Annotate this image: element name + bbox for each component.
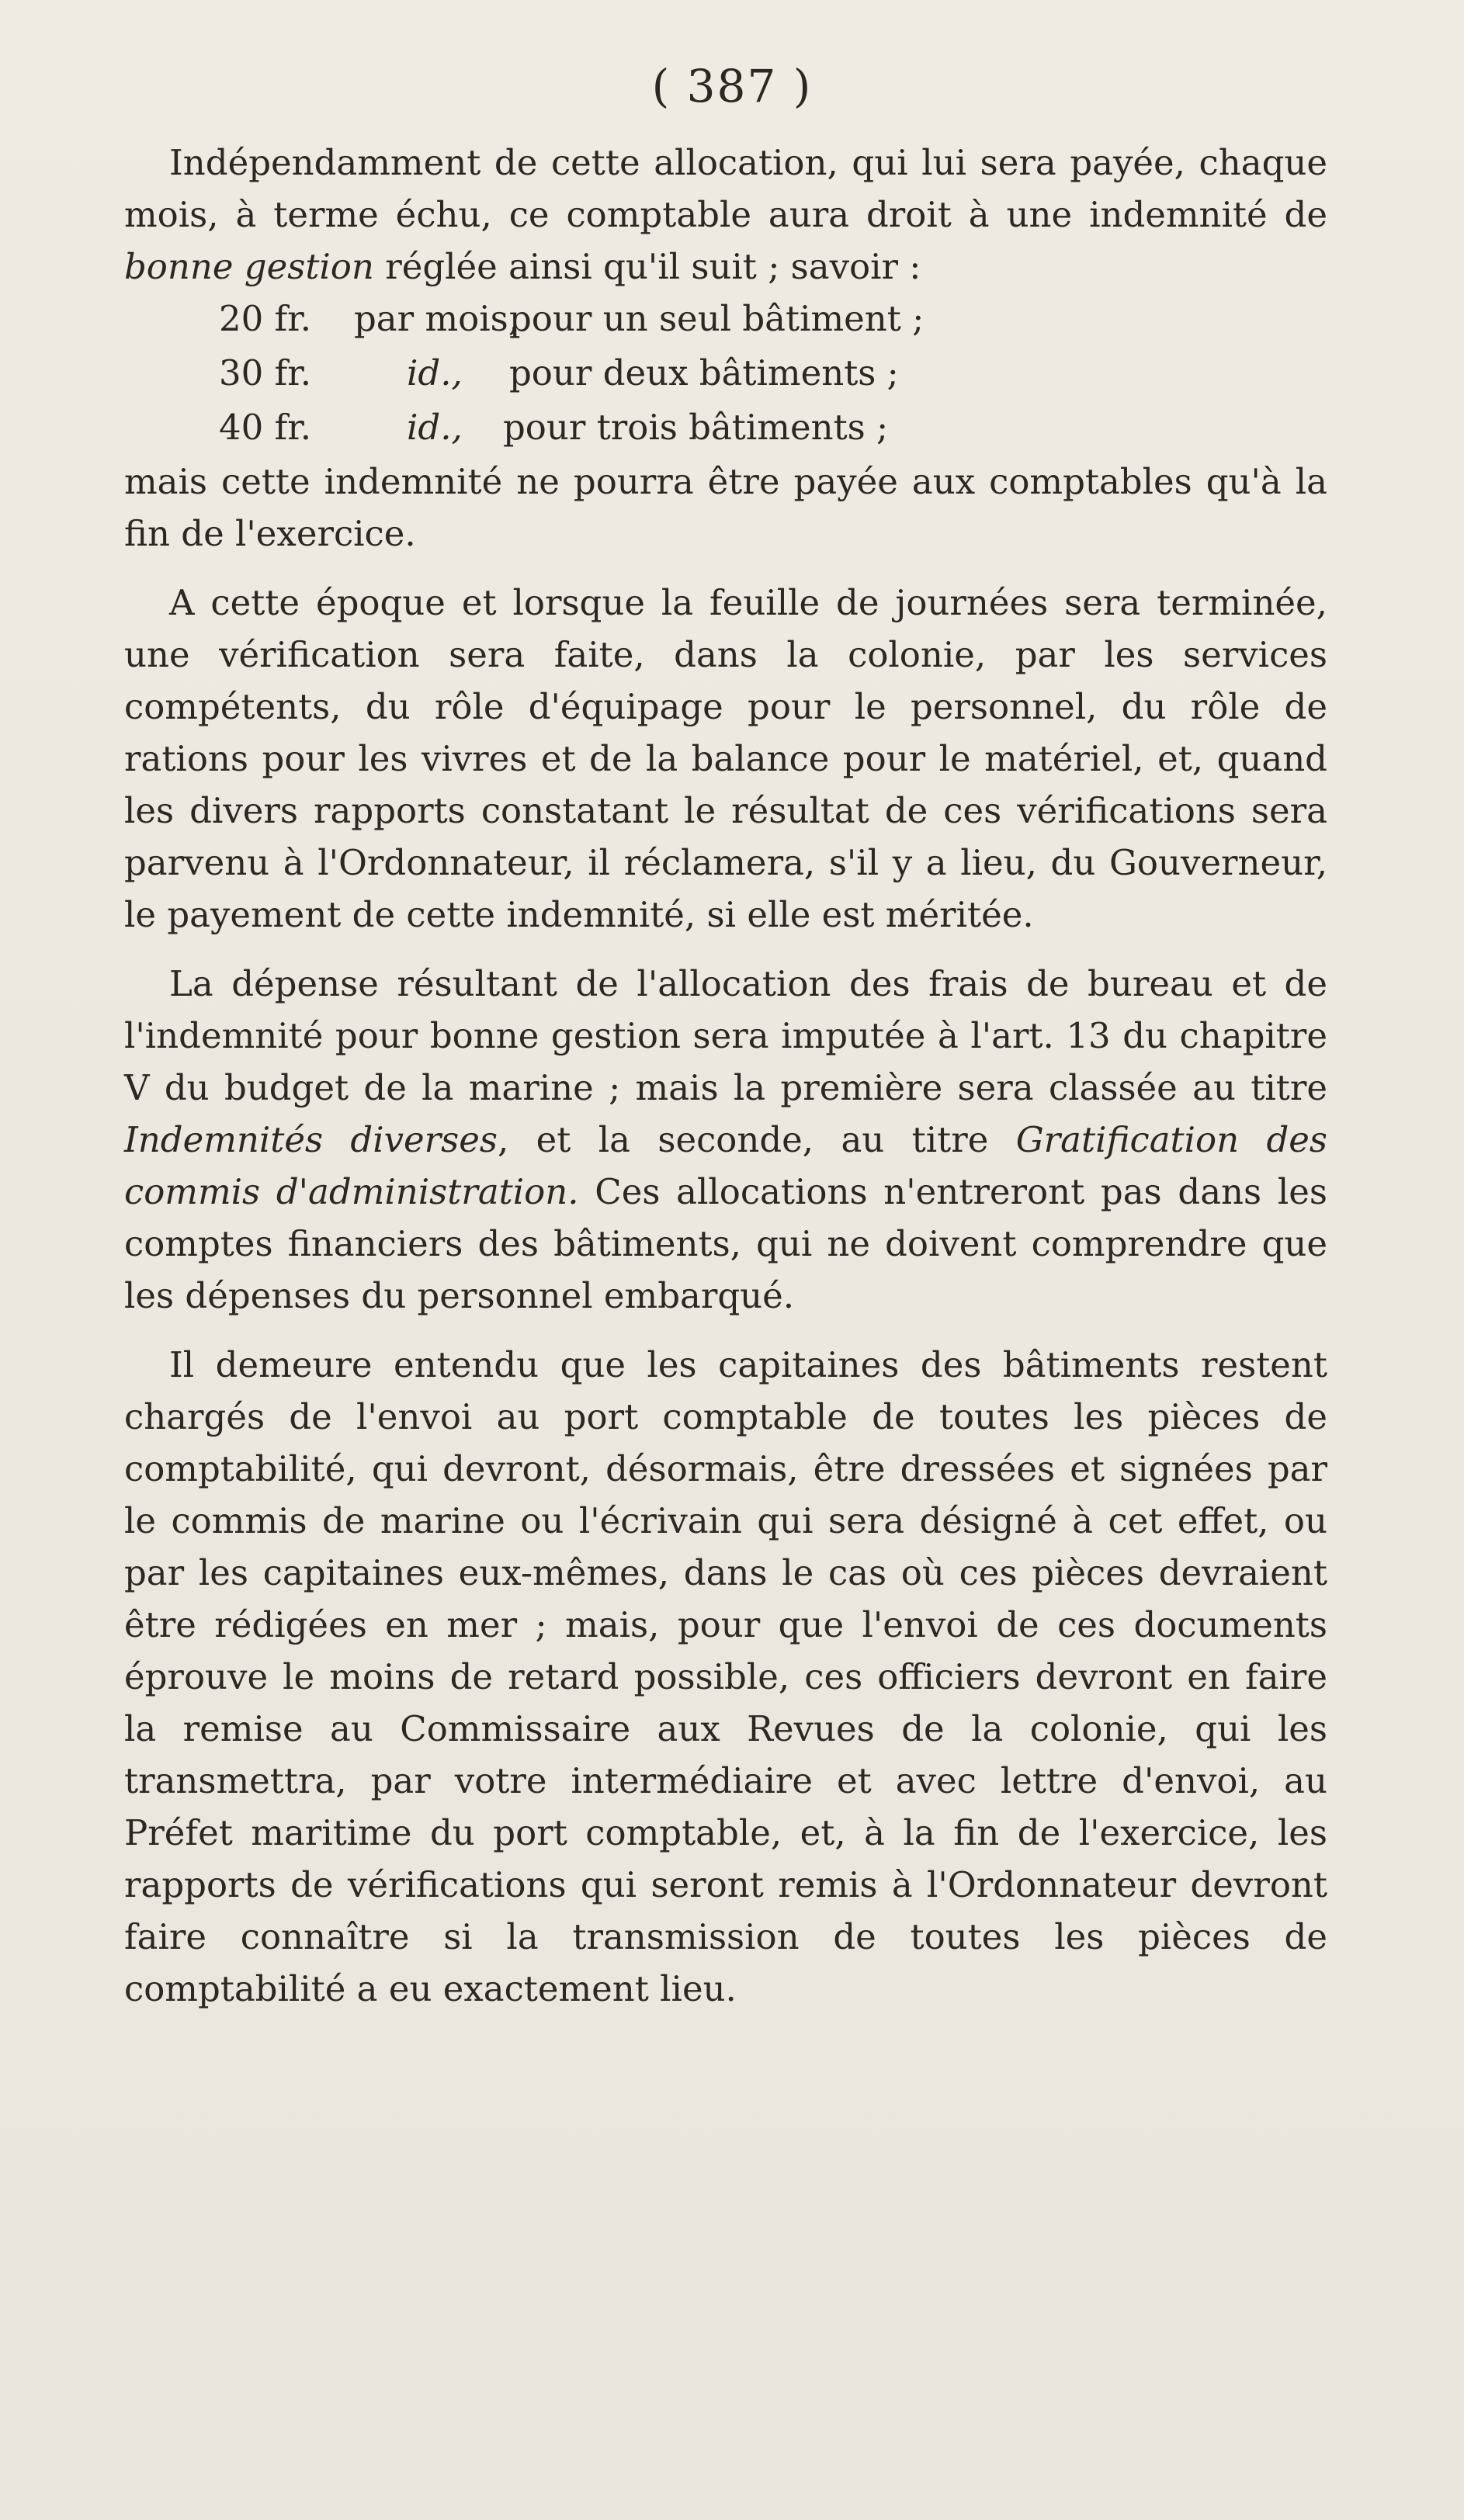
allowance-list <box>219 293 1327 456</box>
allowance-ditto: id., <box>407 407 463 448</box>
paragraph-2: A cette époque et lorsque la feuille de journées sera terminée, une vérification sera faite, dans la colonie, par les services compétents, du rôle d'équipage pour le personnel, du rôle de rations pour les vivres et de la balance pour le matériel, et, quand les divers rapports constatant le résultat de ces vérifications sera parvenu à l'Ordonnateur, il réclamera, s'il y a lieu, du Gouverneur, le payement de cette indemnité, si elle est méritée. <box>124 582 1327 935</box>
paragraph-1-italic: bonne gestion <box>124 246 374 287</box>
allowance-description: pour trois bâtiments ; <box>503 407 889 448</box>
allowance-amount: 30 fr. <box>219 352 312 393</box>
paragraph-3 <box>124 958 1327 1322</box>
allowance-item <box>219 293 1327 347</box>
paragraph-3-part-1: La dépense résultant de l'allocation des frais de bureau et de l'indemnité pour bonne gestion sera imputée à l'art. 13 du chapitre V du budget de la marine ; mais la première sera classée au titre <box>124 963 1327 1108</box>
paragraph-1 <box>124 137 1327 293</box>
page-number: ( 387 ) <box>651 60 813 113</box>
allowance-period: par mois, <box>354 298 520 339</box>
paragraph-3-part-3: Ces allocations n'entreront pas dans les comptes financiers des bâtiments, qui ne doivent comprendre que les dépenses du personnel embarqué. <box>124 1171 1327 1316</box>
paragraph-1-text: Indépendamment de cette allocation, qui lui sera payée, chaque mois, à terme échu, ce comptable aura droit à une indemnité de <box>124 142 1327 235</box>
paragraph-1-text-end: réglée ainsi qu'il suit ; savoir : <box>373 246 921 287</box>
paragraph-3-italic-2: Gratification des commis d'administration. <box>124 1119 1327 1212</box>
paragraph-4: Il demeure entendu que les capitaines des bâtiments restent chargés de l'envoi au port comptable de toutes les pièces de comptabilité, qui devront, désormais, être dressées et signées par le commis de marine ou l'écrivain qui sera désigné à cet effet, ou par les capitaines eux-mêmes, dans le cas où ces pièces devraient être rédigées en mer ; mais, pour que l'envoi de ces documents éprouve le moins de retard possible, ces officiers devront en faire la remise au Commissaire aux Revues de la colonie, qui les transmettra, par votre intermédiaire et avec lettre d'envoi, au Préfet maritime du port comptable, et, à la fin de l'exercice, les rapports de vérifications qui seront remis à l'Ordonnateur devront faire connaître si la transmission de toutes les pièces de comptabilité a eu exactement lieu. <box>124 1344 1327 2009</box>
paragraph-3-italic-1: Indemnités diverses <box>124 1119 498 1160</box>
allowance-item <box>219 401 1327 456</box>
paragraph-3-part-2: , et la seconde, au titre <box>498 1119 1016 1160</box>
allowance-description: pour un seul bâtiment ; <box>509 298 925 339</box>
paragraph-1-tail: mais cette indemnité ne pourra être payée aux comptables qu'à la fin de l'exercice. <box>124 461 1327 554</box>
body-text <box>124 137 1327 2015</box>
allowance-description: pour deux bâtiments ; <box>509 352 899 393</box>
allowance-amount: 20 fr. <box>219 298 312 339</box>
allowance-item <box>219 347 1327 401</box>
allowance-amount: 40 fr. <box>219 407 312 448</box>
allowance-ditto: id., <box>407 352 463 393</box>
